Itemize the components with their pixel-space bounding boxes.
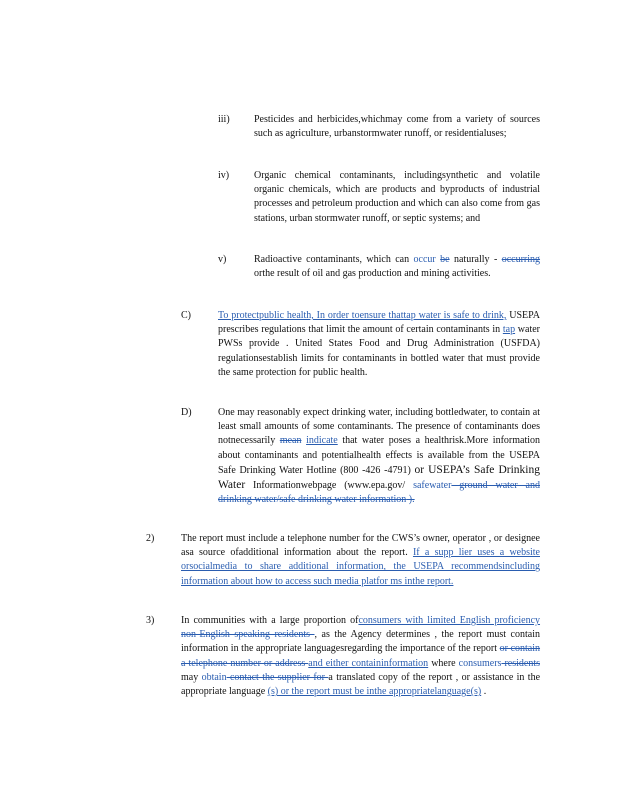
item-v-text: Radioactive contaminants, which can occur be naturally - occurring orthe result of oil and gas production and mining activities. bbox=[254, 254, 541, 280]
item-v-label: v) bbox=[218, 254, 227, 265]
insert-consumers: consumers bbox=[458, 657, 502, 669]
item-iii-label: iii) bbox=[218, 114, 230, 125]
delete-non-english: non-English speaking residents bbox=[181, 629, 315, 641]
delete-groundwater: ground water and drinking water/safe drinking water information bbox=[218, 480, 540, 506]
insert-indicate: indicate bbox=[306, 435, 338, 447]
item-d-label: D) bbox=[181, 407, 192, 418]
delete-residents: residents bbox=[501, 657, 540, 669]
delete-contact-supplier: contact the supplier for bbox=[226, 671, 329, 683]
delete-contain-telephone: or contain a telephone number or address bbox=[181, 643, 541, 669]
insert-occur: occur bbox=[413, 254, 436, 265]
item-c-text: To protectpublic health, In order toensure thattap water is safe to drink, USEPA prescribes regulations that limit the amount of certain contaminants in tap water PWSs provide . United States Food and Drug Administration (USFDA) regulationsestablish limits for contaminants in bottled water that must provide the same protection for public health. bbox=[218, 310, 541, 378]
insert-website-media: If a supp lier uses a website orsocialmedia to share additional information, the USEPA recommendsincluding information about how to access such media platfor ms inthe report. bbox=[181, 547, 540, 587]
insert-appropriate-language: (s) or the report must be inthe appropriatelanguage(s) bbox=[267, 686, 482, 698]
insert-either-contain: and either containinformation bbox=[308, 657, 429, 669]
insert-protect-health: To protectpublic health, In order toensure thattap water is safe to drink, bbox=[218, 310, 507, 321]
insert-obtain: obtain bbox=[201, 671, 227, 683]
insert-safewater: safewater bbox=[413, 480, 452, 492]
item-iv-label: iv) bbox=[218, 170, 230, 181]
insert-tap: tap bbox=[502, 324, 516, 336]
item-iv-text: Organic chemical contaminants, includingsynthetic and volatile organic chemicals, which are products and byproducts of industrial processes and petroleum production and which can also come from gas stations, urban stormwater runoff, or septic systems; and bbox=[254, 170, 540, 224]
delete-mean: mean bbox=[279, 435, 302, 447]
item-c-label: C) bbox=[181, 310, 191, 321]
insert-consumers-lep: consumers with limited English proficiency bbox=[358, 615, 541, 626]
item-2-text: The report must include a telephone number for the CWS’s owner, operator , or designee asa source ofadditional information about the report. If a supp lier uses a website orsocialmedia to share additional information, the USEPA recommendsincluding information about how to access such media platfor ms inthe report. bbox=[181, 533, 540, 587]
item-iii-text: Pesticides and herbicides,whichmay come from a variety of sources such as agriculture, urbanstormwater runoff, or residentialuses; bbox=[254, 114, 540, 140]
item-3-text: In communities with a large proportion ofconsumers with limited English proficiency non-English speaking residents , as the Agency determines , the report must contain information in the appropriate languagesregarding the importance of the report or contain a telephone number or address and either containinformation where consumers residents may obtain contact the supplier for a translated copy of the report , or assistance in the appropriate language (s) or the report must be inthe appropriatelanguage(s) . bbox=[181, 615, 541, 698]
item-d-text: One may reasonably expect drinking water, including bottledwater, to contain at least small amounts of some contaminants. The presence of contaminants does notnecessarily mean indicate that water poses a healthrisk.More information about contaminants and potentialhealth effects is available from the USEPA Safe Drinking Water Hotline (800 -426 -4791) or USEPA’s Safe Drinking Water Informationwebpage (www.epa.gov/ safewater ground water and drinking water/safe drinking water information ). bbox=[218, 407, 541, 506]
item-2-label: 2) bbox=[146, 533, 155, 544]
delete-be: be bbox=[440, 254, 450, 265]
delete-occurring: occurring bbox=[501, 254, 541, 265]
item-3-label: 3) bbox=[146, 615, 155, 626]
